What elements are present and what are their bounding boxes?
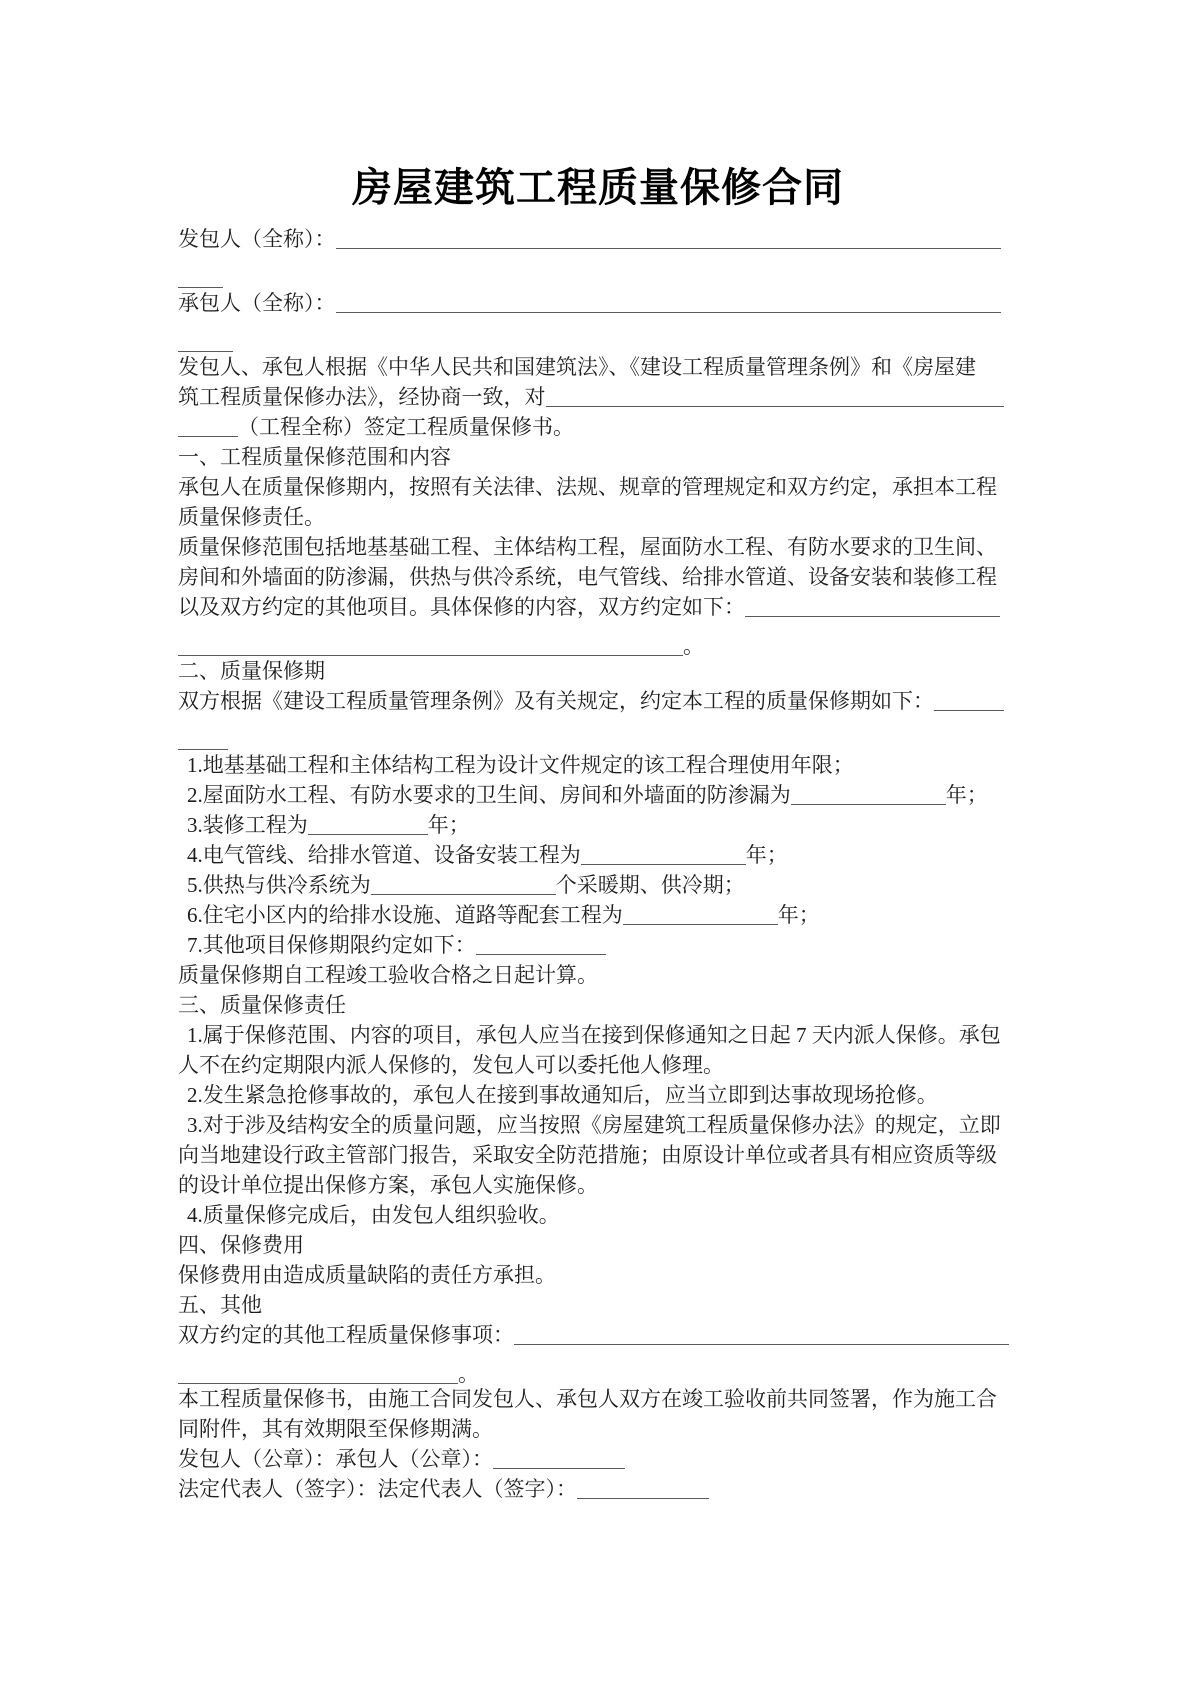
fill-in-blank [581,843,746,865]
document-line [178,840,1018,870]
document-line [178,870,1018,900]
document-line [178,900,1018,930]
line-text: 发包人、承包人根据《中华人民共和国建筑法》、《建设工程质量管理条例》和《房屋建 [178,355,976,379]
document-line [178,686,1018,716]
line-text: 2.屋面防水工程、有防水要求的卫生间、房间和外墙面的防渗漏为 [187,783,791,807]
line-text: 筑工程质量保修办法》，经协商一致，对 [178,385,546,409]
line-text: 向当地建设行政主管部门报告，采取安全防范措施；由原设计单位或者具有相应资质等级 [178,1143,997,1167]
document-line [178,1320,1018,1350]
document-line [178,1290,1018,1320]
document-body [178,224,1018,1504]
line-text: 年； [777,903,820,927]
fill-in-blank [577,1477,709,1499]
line-text: 6.住宅小区内的给排水设施、道路等配套工程为 [187,903,623,927]
document-line [178,1170,1018,1200]
document-line [178,990,1018,1020]
line-text: 双方根据《建设工程质量管理条例》及有关规定，约定本工程的质量保修期如下： [178,689,934,713]
document-line [178,960,1018,990]
line-text: 个采暖期、供冷期； [555,873,745,897]
line-text: 的设计单位提出保修方案，承包人实施保修。 [178,1173,598,1197]
line-text: 人不在约定期限内派人保修的，发包人可以委托他人修理。 [178,1053,724,1077]
document-line [178,1080,1018,1110]
contract-document [178,150,1018,1504]
line-text: 5.供热与供冷系统为 [187,873,371,897]
document-line [178,1200,1018,1230]
fill-in-blank [336,291,1001,313]
document-line [178,288,1018,318]
line-text: 年； [945,783,988,807]
page-title: 房屋建筑工程质量保修合同 [352,165,844,210]
line-text: 同附件，其有效期限至保修期满。 [178,1417,493,1441]
document-line [178,502,1018,532]
line-text: 三、质量保修责任 [178,993,346,1017]
document-line [178,1140,1018,1170]
document-line [178,592,1018,622]
line-text: 3.对于涉及结构安全的质量问题，应当按照《房屋建筑工程质量保修办法》的规定，立即 [187,1113,1001,1137]
fill-in-blank [336,227,1001,249]
line-text: 1.地基基础工程和主体结构工程为设计文件规定的该工程合理使用年限； [187,753,854,777]
document-line [178,1020,1018,1050]
line-text: 7.其他项目保修期限约定如下： [187,933,476,957]
document-line [178,750,1018,780]
fill-in-blank [178,728,228,750]
line-text: （工程全称）签定工程质量保修书。 [238,415,574,439]
fill-in-blank [623,903,778,925]
document-line [178,352,1018,382]
line-text: 。 [458,1362,479,1386]
fill-in-blank [745,595,1000,617]
fill-in-blank [178,1362,458,1384]
document-line [178,562,1018,592]
line-text: 保修费用由造成质量缺陷的责任方承担。 [178,1263,556,1287]
document-line [178,1414,1018,1444]
line-text: 1.属于保修范围、内容的项目，承包人应当在接到保修通知之日起 7 天内派人保修。承包 [187,1023,1001,1047]
document-line [178,1260,1018,1290]
fill-in-blank [178,330,233,352]
line-text: 法定代表人（签字）：法定代表人（签字）： [178,1477,577,1501]
line-text: 一、工程质量保修范围和内容 [178,445,451,469]
line-text: 房间和外墙面的防渗漏，供热与供冷系统，电气管线、给排水管道、设备安装和装修工程 [178,565,997,589]
line-text: 发包人（公章）：承包人（公章）： [178,1447,493,1471]
line-text: 四、保修费用 [178,1233,304,1257]
document-line [178,1110,1018,1140]
fill-in-blank [514,1323,1009,1345]
line-text: 3.装修工程为 [187,813,308,837]
line-text: 年； [427,813,470,837]
document-line [178,1050,1018,1080]
fill-in-blank [178,266,223,288]
fill-in-blank [178,634,683,656]
line-text: 双方约定的其他工程质量保修事项： [178,1323,514,1347]
document-line [178,930,1018,960]
line-text: 质量保修责任。 [178,505,325,529]
fill-in-blank [476,933,606,955]
line-text: 4.质量保修完成后，由发包人组织验收。 [187,1203,560,1227]
document-line [178,1474,1018,1504]
line-text: 以及双方约定的其他项目。具体保修的内容，双方约定如下： [178,595,745,619]
document-line [178,472,1018,502]
document-line [178,382,1018,412]
fill-in-blank [371,873,556,895]
document-line [178,224,1018,254]
line-text: 。 [683,634,704,658]
fill-in-blank [493,1447,625,1469]
fill-in-blank [934,689,1004,711]
line-text: 质量保修范围包括地基基础工程、主体结构工程，屋面防水工程、有防水要求的卫生间、 [178,535,997,559]
line-text: 本工程质量保修书，由施工合同发包人、承包人双方在竣工验收前共同签署，作为施工合 [178,1387,997,1411]
document-line [178,1444,1018,1474]
line-text: 4.电气管线、给排水管道、设备安装工程为 [187,843,581,867]
document-line [178,442,1018,472]
line-text: 质量保修期自工程竣工验收合格之日起计算。 [178,963,598,987]
document-line [178,412,1018,442]
fill-in-blank [546,385,1004,407]
line-text: 承包人（全称）： [178,291,336,315]
line-text: 五、其他 [178,1293,262,1317]
line-text: 发包人（全称）： [178,227,336,251]
fill-in-blank [308,813,428,835]
line-text: 承包人在质量保修期内，按照有关法律、法规、规章的管理规定和双方约定，承担本工程 [178,475,997,499]
line-text: 二、质量保修期 [178,659,325,683]
document-line [178,780,1018,810]
document-line [178,810,1018,840]
fill-in-blank [178,415,238,437]
fill-in-blank [791,783,946,805]
document-line [178,1230,1018,1260]
line-text: 2.发生紧急抢修事故的，承包人在接到事故通知后，应当立即到达事故现场抢修。 [187,1083,938,1107]
line-text: 年； [745,843,788,867]
document-line [178,1384,1018,1414]
document-line [178,532,1018,562]
